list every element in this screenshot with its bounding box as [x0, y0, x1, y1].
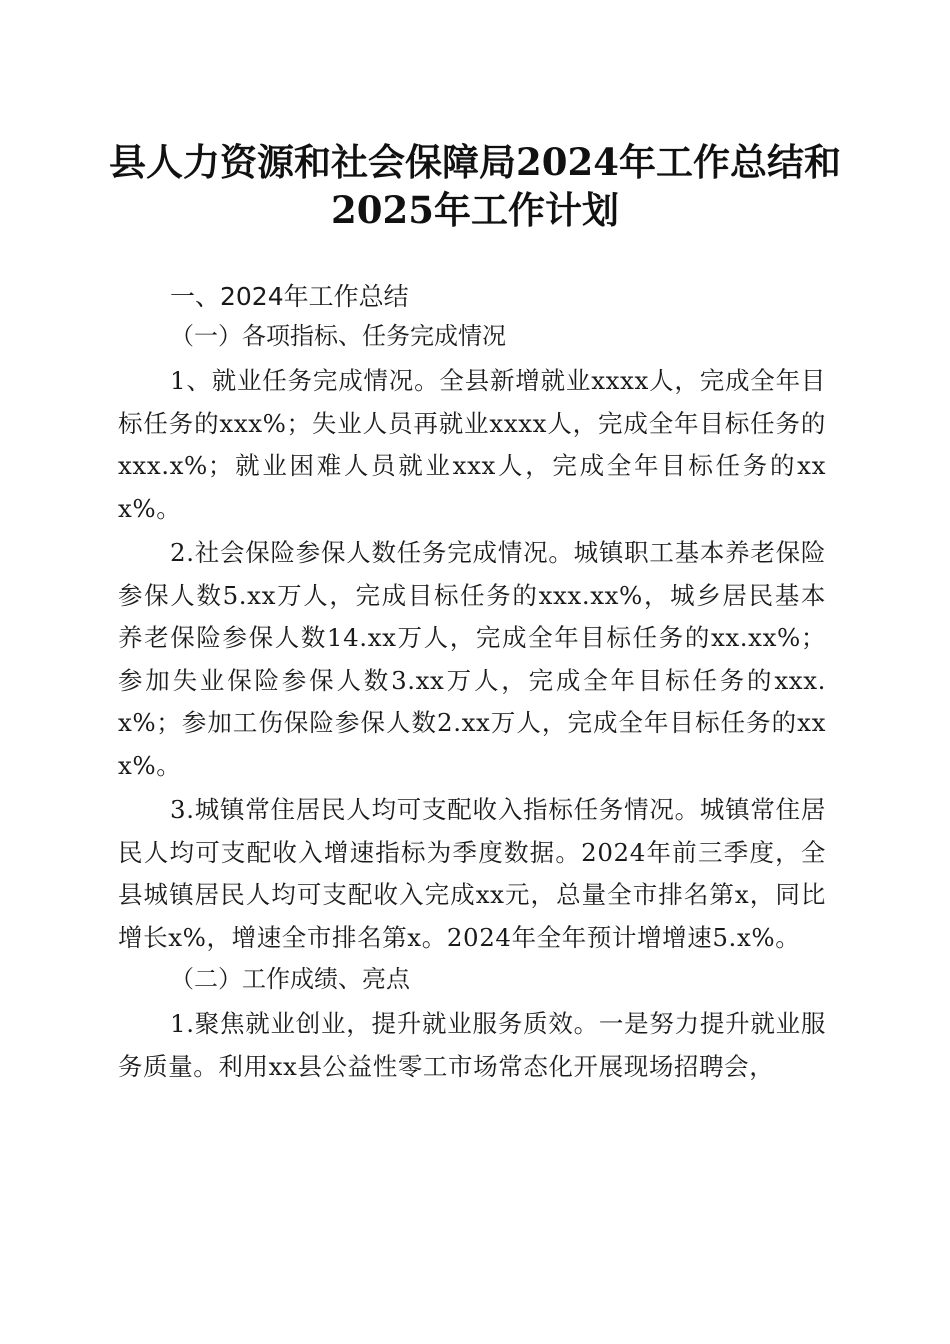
paragraph-social-insurance: 2.社会保险参保人数任务完成情况。城镇职工基本养老保险参保人数5.xx万人，完成目标任务的xxx.xx%，城乡居民基本养老保险参保人数14.xx万人，完成全年目标任务的xx.xx%；参加失业保险参保人数3.xx万人，完成全年目标任务的xxx.x%；参加工伤保险参保人数2.xx万人，完成全年目标任务的xxx%。 [118, 538, 826, 780]
paragraph-income: 3.城镇常住居民人均可支配收入指标任务情况。城镇常住居民人均可支配收入增速指标为季度数据。2024年前三季度，全县城镇居民人均可支配收入完成xx元，总量全市排名第x，同比增长x%，增速全市排名第x。2024年全年预计增增速5.x%。 [118, 795, 826, 952]
paragraph-employment: 1、就业任务完成情况。全县新增就业xxxx人，完成全年目标任务的xxx%；失业人员再就业xxxx人，完成全年目标任务的xxx.x%；就业困难人员就业xxx人，完成全年目标任务的xxx%。 [118, 366, 826, 523]
document-title [100, 138, 850, 234]
section-heading-summary: 一、2024年工作总结 [170, 282, 409, 311]
subsection-heading-indicators: （一）各项指标、任务完成情况 [170, 322, 506, 350]
title-line-1: 县人力资源和社会保障局2024年工作总结和 [109, 140, 841, 184]
subsection-heading-achievements: （二）工作成绩、亮点 [170, 965, 410, 993]
document-body [118, 282, 826, 1088]
title-line-2: 2025年工作计划 [331, 188, 619, 232]
paragraph-employment-services: 1.聚焦就业创业，提升就业服务质效。一是努力提升就业服务质量。利用xx县公益性零工市场常态化开展现场招聘会， [118, 1009, 826, 1081]
